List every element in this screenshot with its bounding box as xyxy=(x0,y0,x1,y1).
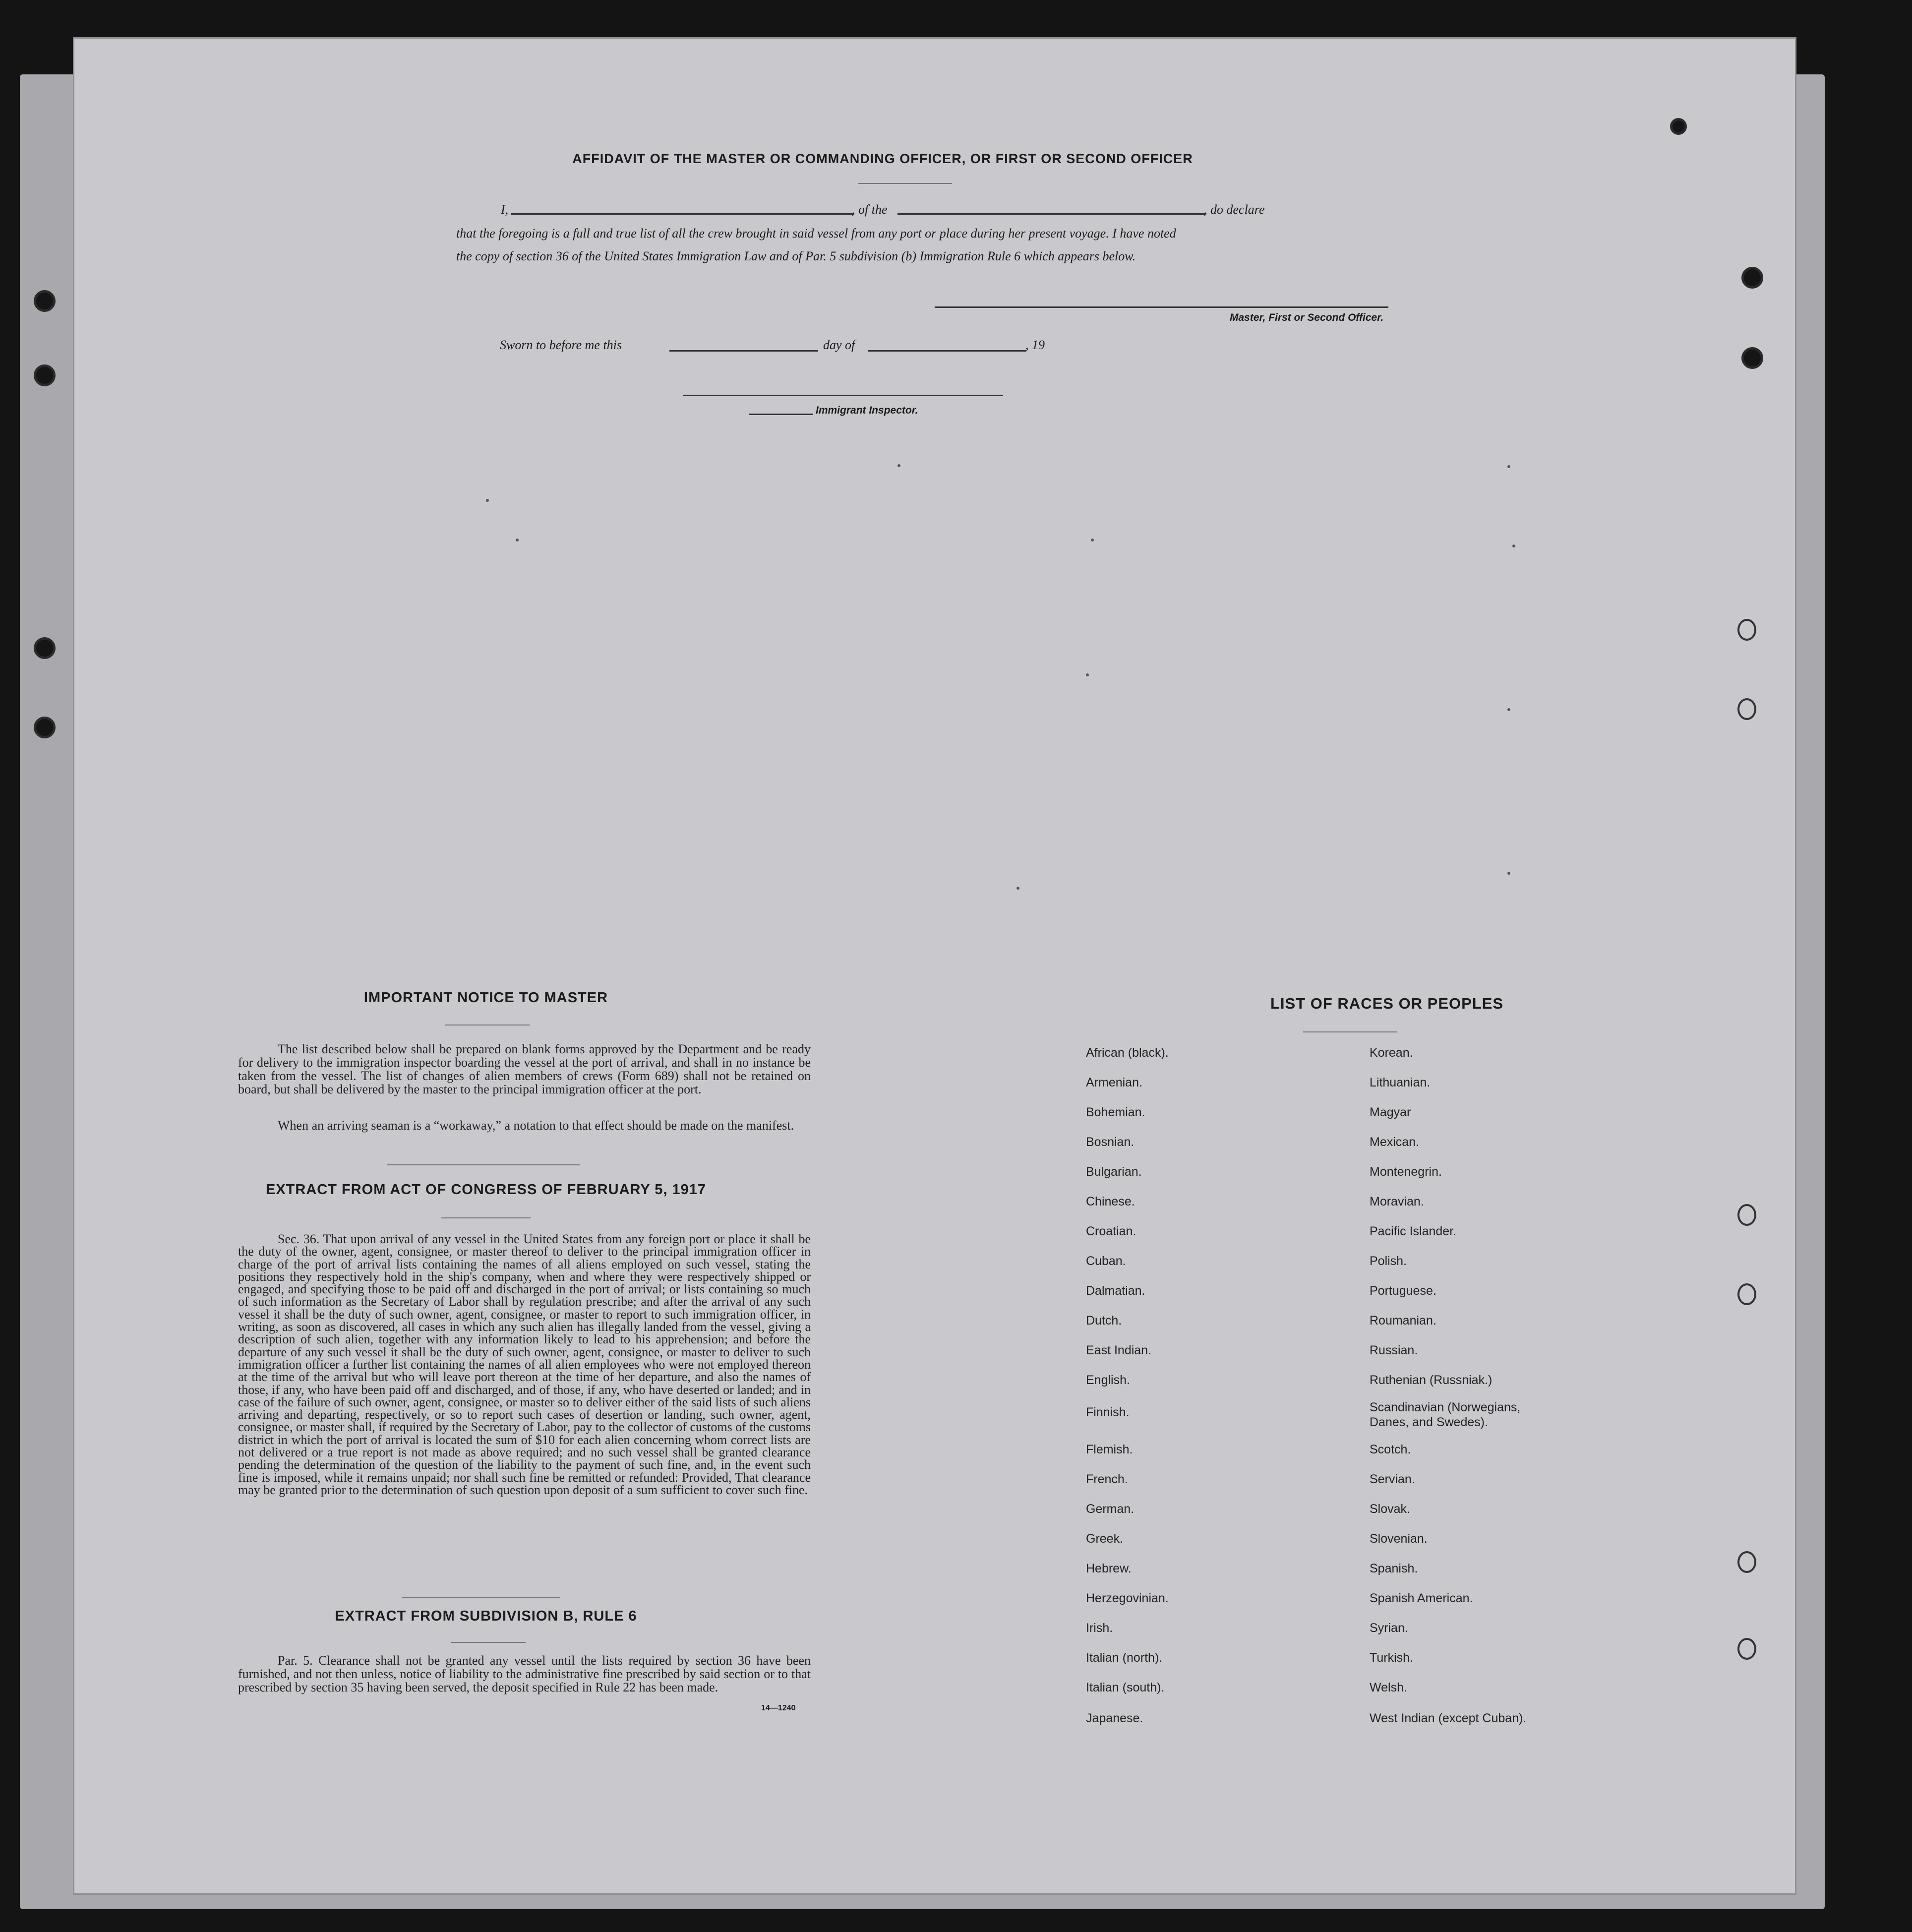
affidavit-line-1-end: , do declare xyxy=(1204,202,1265,217)
race-item-left: Japanese. xyxy=(1086,1711,1143,1725)
binder-hole xyxy=(34,717,56,738)
notice-title: IMPORTANT NOTICE TO MASTER xyxy=(363,990,608,1006)
race-item-right: Syrian. xyxy=(1370,1621,1408,1635)
race-item-left: Croatian. xyxy=(1086,1224,1136,1238)
punch-hole xyxy=(1737,619,1756,641)
binder-hole xyxy=(34,364,56,386)
punch-hole xyxy=(1737,1638,1756,1660)
divider xyxy=(445,1025,530,1026)
race-item-left: Dutch. xyxy=(1086,1314,1122,1328)
race-item-right: Scotch. xyxy=(1370,1443,1411,1456)
race-item-right: Ruthenian (Russniak.) xyxy=(1370,1373,1493,1387)
race-item-left: German. xyxy=(1086,1502,1135,1516)
notice-paragraph-2: When an arriving seaman is a “workaway,” a notation to that effect should be made on the manifest. xyxy=(278,1118,794,1133)
race-item-right: Slovak. xyxy=(1370,1502,1410,1516)
race-item-right: Turkish. xyxy=(1370,1651,1413,1665)
race-item-left: Greek. xyxy=(1086,1532,1124,1546)
sworn-start: Sworn to before me this xyxy=(500,338,622,352)
race-item-left: Italian (north). xyxy=(1086,1651,1163,1665)
binder-hole xyxy=(34,290,56,312)
punch-hole xyxy=(1737,1204,1756,1226)
race-item-left: Finnish. xyxy=(1086,1405,1130,1419)
race-item-right: Spanish. xyxy=(1370,1562,1418,1575)
notice-paragraph-1: The list described below shall be prepared on blank forms approved by the Department and be ready for delivery to the immigration inspector boarding the vessel at the port of arrival, and shall in no instance be taken from the vessel. The list of changes of alien members of crews (Form 689) shall not be retained on board, but shall be delivered by the master to the principal immigration officer at the port. xyxy=(238,1042,811,1096)
inspector-line-short xyxy=(749,414,813,415)
punch-hole xyxy=(1741,347,1763,369)
month-blank xyxy=(868,350,1026,352)
punch-hole xyxy=(1737,698,1756,720)
race-item-left: English. xyxy=(1086,1373,1130,1387)
race-item-left: Cuban. xyxy=(1086,1254,1126,1268)
vessel-blank xyxy=(897,213,1205,215)
rule6-paragraph: Par. 5. Clearance shall not be granted any vessel until the lists required by section 36 have been furnished, and not then unless, notice of liability to the administrative fine prescribed by said section or to that prescribed by section 35 having been served, the deposit specified in Rule 22 has been made. xyxy=(238,1653,811,1694)
race-item-left: Bosnian. xyxy=(1086,1135,1135,1149)
race-item-right: Servian. xyxy=(1370,1472,1415,1486)
race-item-left: Flemish. xyxy=(1086,1443,1133,1456)
affidavit-title: AFFIDAVIT OF THE MASTER OR COMMANDING OFFICER, OR FIRST OR SECOND OFFICER xyxy=(572,151,1193,166)
divider xyxy=(402,1597,560,1598)
race-item-right: Magyar xyxy=(1370,1105,1411,1119)
affidavit-line-1-mid: , of the xyxy=(852,202,888,217)
signature-line xyxy=(935,306,1388,308)
sworn-end: , 19 xyxy=(1025,338,1045,352)
punch-hole xyxy=(1670,118,1687,135)
race-item-left: Irish. xyxy=(1086,1621,1113,1635)
race-item-left: Herzegovinian. xyxy=(1086,1591,1169,1605)
race-item-left: Bohemian. xyxy=(1086,1105,1145,1119)
race-item-right: Scandinavian (Norwegians, Danes, and Swedes). xyxy=(1370,1400,1521,1429)
race-item-right: West Indian (except Cuban). xyxy=(1370,1711,1527,1725)
race-item-left: African (black). xyxy=(1086,1046,1169,1060)
sworn-mid: day of xyxy=(823,338,855,352)
inspector-caption: Immigrant Inspector. xyxy=(816,405,918,416)
race-item-right: Portuguese. xyxy=(1370,1284,1436,1298)
day-blank xyxy=(669,350,818,352)
divider xyxy=(858,183,952,184)
divider xyxy=(451,1642,526,1643)
signature-caption: Master, First or Second Officer. xyxy=(1230,312,1384,323)
race-item-left: Armenian. xyxy=(1086,1076,1142,1089)
race-item-left: Chinese. xyxy=(1086,1195,1135,1208)
race-item-right: Montenegrin. xyxy=(1370,1165,1442,1179)
divider xyxy=(387,1164,580,1165)
punch-hole xyxy=(1737,1551,1756,1573)
race-item-right: Roumanian. xyxy=(1370,1314,1436,1328)
affidavit-line-1-start: I, xyxy=(501,202,509,217)
race-item-left: Dalmatian. xyxy=(1086,1284,1145,1298)
race-item-right: Welsh. xyxy=(1370,1681,1407,1694)
act-section-36: Sec. 36. That upon arrival of any vessel in the United States from any foreign port or place it shall be the duty of the owner, agent, consignee, or master thereof to deliver to the principal immigration officer in charge of the port of arrival lists containing the names of all aliens employed on such vessel, stating the positions they respectively hold in the ship's company, when and where they were respectively shipped or engaged, and specifying those to be paid off and discharged in the port of arrival; or lists containing so much of such information as the Secretary of Labor shall by regulation prescribe; and after the arrival of any such vessel it shall be the duty of such owner, agent, consignee, or master to report to such immigration officer, in writing, as soon as discovered, all cases in which any such alien has illegally landed from the vessel, giving a description of such alien, together with any information likely to lead to his apprehension; and before the departure of any such vessel it shall be the duty of such owner, agent, consignee, or master to deliver to such immigration officer a further list containing the names of all alien employees who were not employed thereon at the time of the arrival but who will leave port thereon at the time of her departure, and also the names of those, if any, who have been paid off and discharged, and of those, if any, who have deserted or landed; and in case of the failure of such owner, agent, consignee, or master so to deliver either of the said lists of such aliens arriving and departing, respectively, or so to report such cases of desertion or landing, such owner, agent, consignee, or master shall, if required by the Secretary of Labor, pay to the collector of customs of the customs district in which the port of arrival is located the sum of $10 for each alien concerning whom correct lists are not delivered or a true report is not made as above required; and no such vessel shall be granted clearance pending the determination of the question of the liability to the payment of such fine, and, in the event such fine is imposed, while it remains unpaid; nor shall such fine be remitted or refunded: Provided, That clearance may be granted prior to the determination of such question upon deposit of a sum sufficient to cover such fine. xyxy=(238,1232,811,1497)
rule6-title: EXTRACT FROM SUBDIVISION B, RULE 6 xyxy=(335,1608,637,1624)
form-number: 14—1240 xyxy=(761,1704,796,1712)
act-title: EXTRACT FROM ACT OF CONGRESS OF FEBRUARY 5, 1917 xyxy=(265,1182,707,1198)
race-item-right: Pacific Islander. xyxy=(1370,1224,1457,1238)
document-page xyxy=(74,39,1795,1893)
races-title: LIST OF RACES OR PEOPLES xyxy=(1270,995,1504,1012)
affidavit-line-3: the copy of section 36 of the United States Immigration Law and of Par. 5 subdivision (b) Immigration Rule 6 which appears below. xyxy=(456,249,1136,263)
name-blank xyxy=(511,213,853,215)
inspector-line xyxy=(683,395,1003,396)
race-item-left: Italian (south). xyxy=(1086,1681,1165,1694)
affidavit-line-2: that the foregoing is a full and true list of all the crew brought in said vessel from any port or place during her present voyage. I have noted xyxy=(456,226,1176,241)
race-item-right: Mexican. xyxy=(1370,1135,1420,1149)
race-item-left: French. xyxy=(1086,1472,1128,1486)
race-item-left: East Indian. xyxy=(1086,1343,1152,1357)
race-item-right: Polish. xyxy=(1370,1254,1407,1268)
divider xyxy=(1303,1031,1397,1032)
race-item-right: Spanish American. xyxy=(1370,1591,1473,1605)
race-item-left: Bulgarian. xyxy=(1086,1165,1142,1179)
punch-hole xyxy=(1737,1283,1756,1305)
binder-hole xyxy=(34,637,56,659)
divider xyxy=(441,1217,531,1218)
punch-hole xyxy=(1741,267,1763,289)
race-item-left: Hebrew. xyxy=(1086,1562,1132,1575)
race-item-right: Korean. xyxy=(1370,1046,1413,1060)
race-item-right: Slovenian. xyxy=(1370,1532,1428,1546)
race-item-right: Moravian. xyxy=(1370,1195,1424,1208)
race-item-right: Lithuanian. xyxy=(1370,1076,1431,1089)
race-item-right: Russian. xyxy=(1370,1343,1418,1357)
